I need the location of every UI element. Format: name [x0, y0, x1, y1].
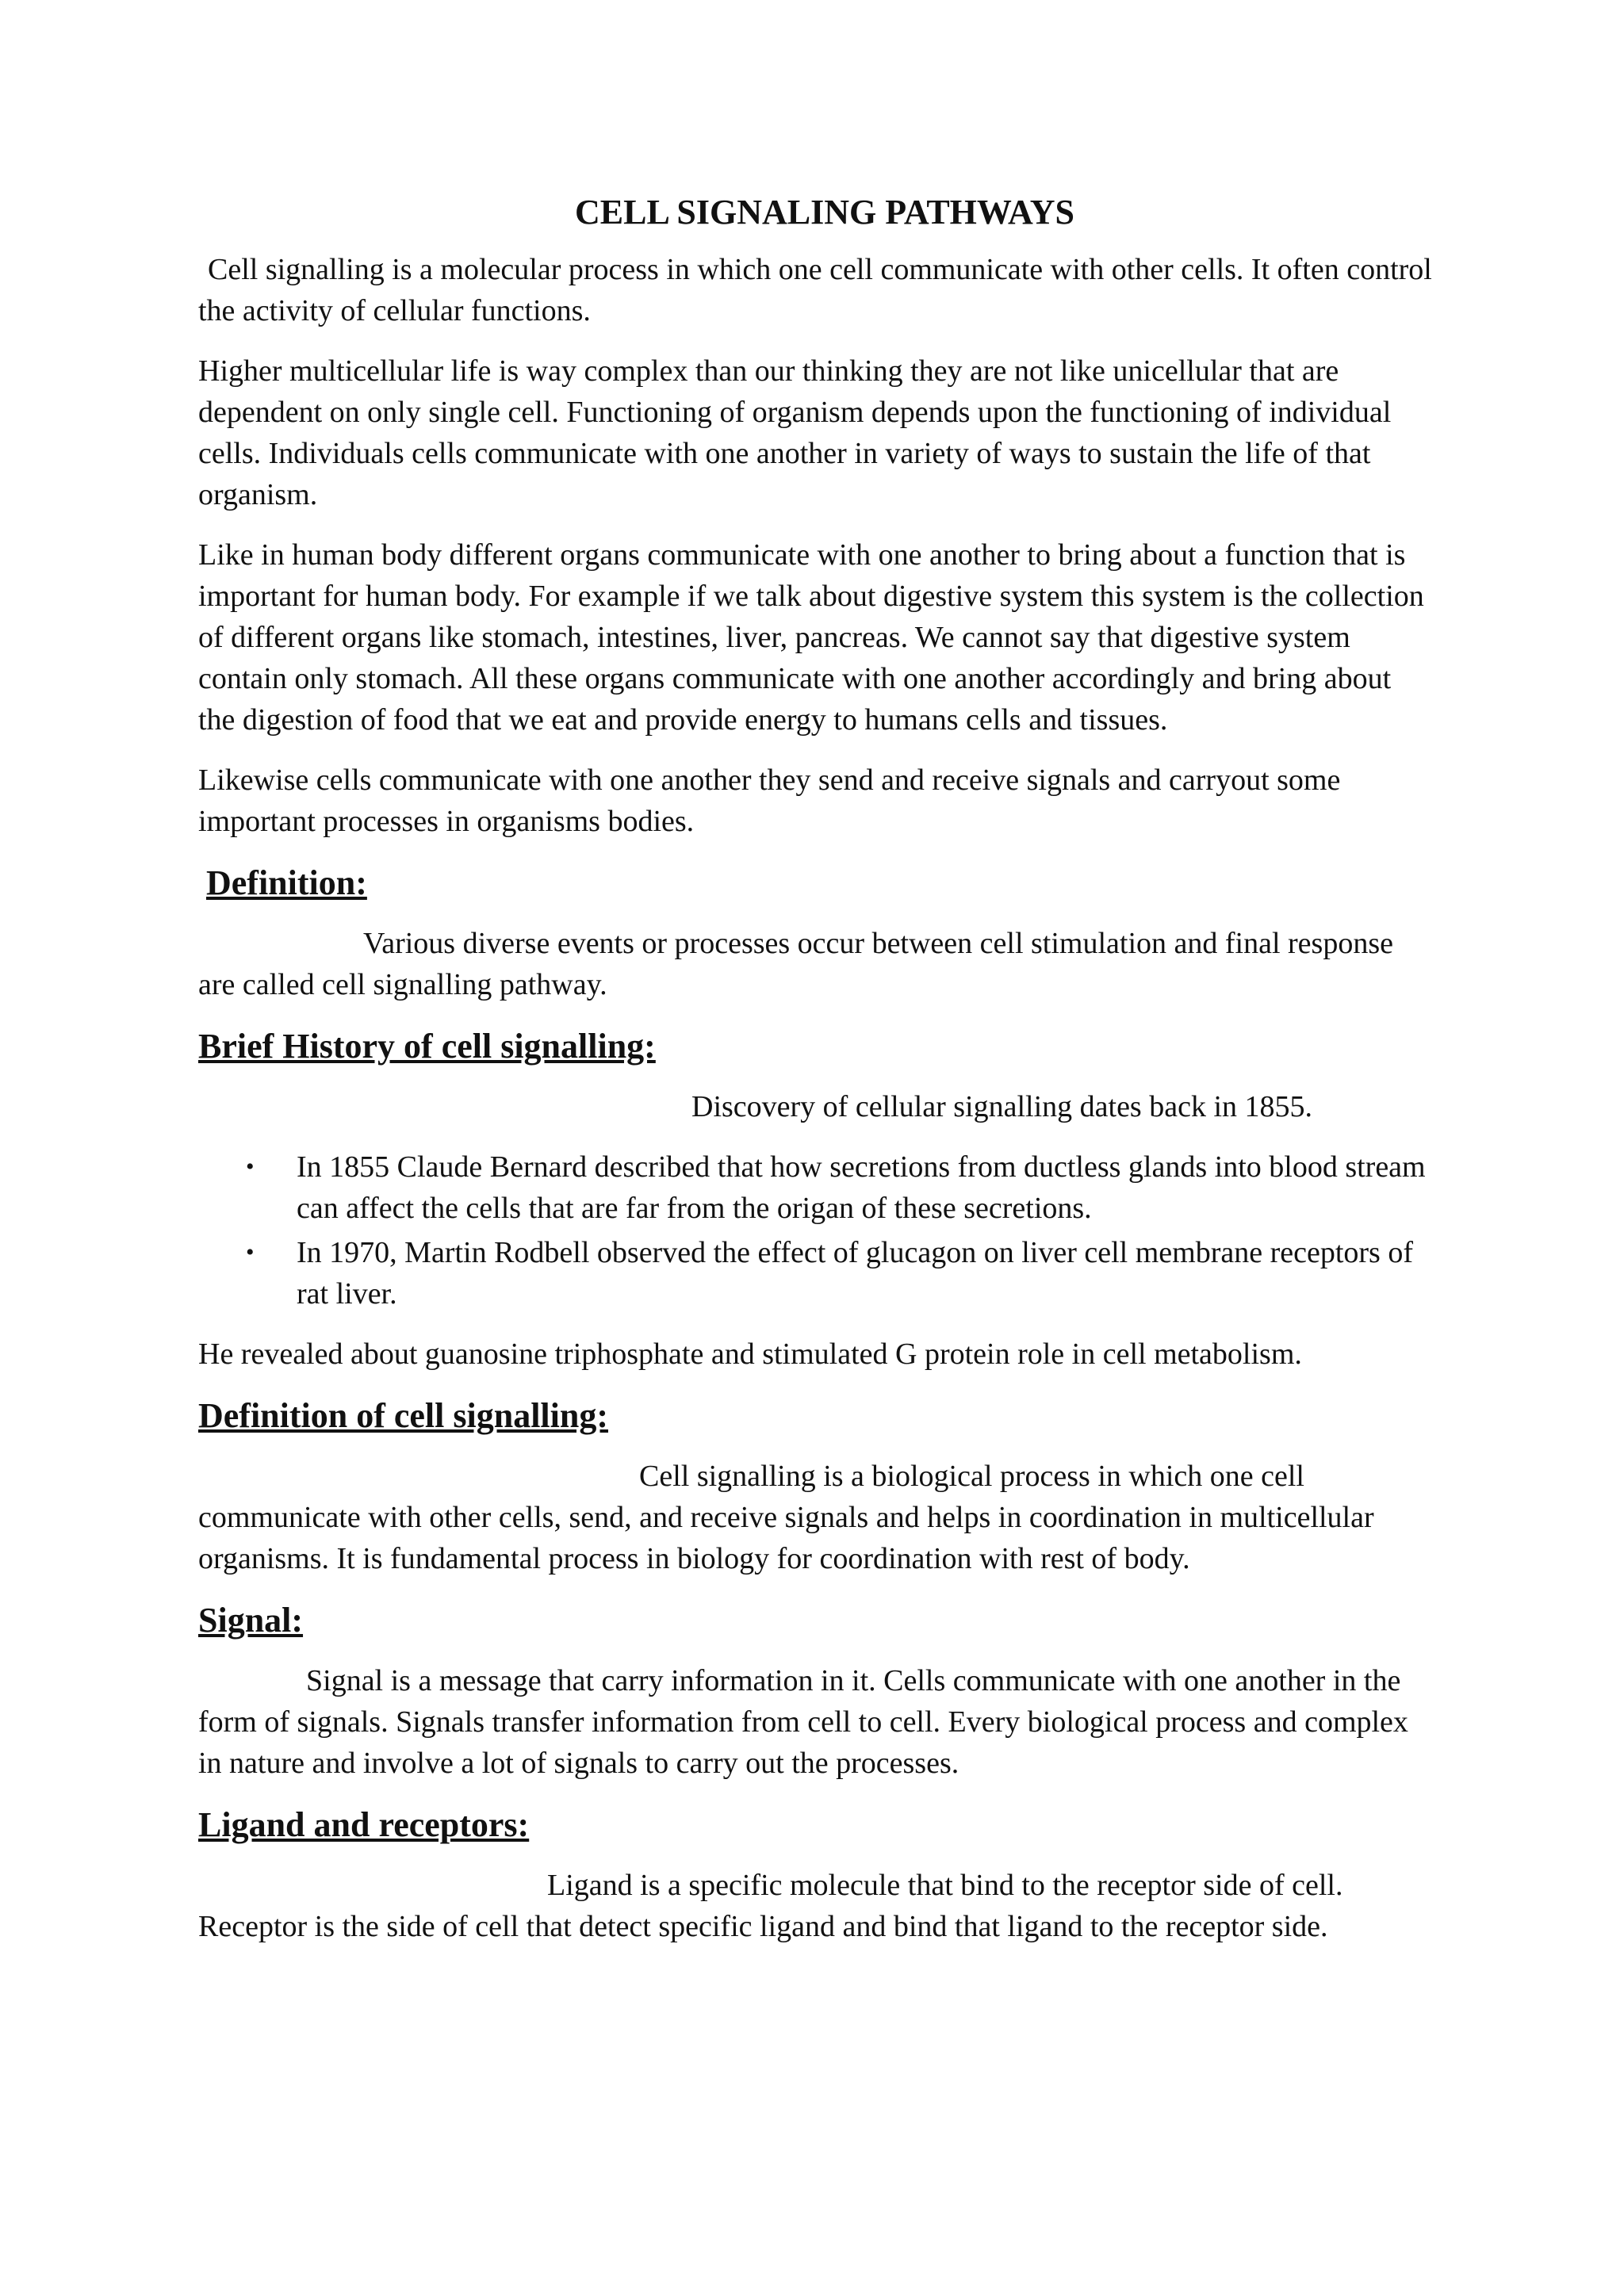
bullet-text: In 1970, Martin Rodbell observed the effect of glucagon on liver cell membrane receptors of rat liver.: [297, 1236, 1413, 1311]
bullet-icon: •: [246, 1239, 255, 1265]
history-intro: Discovery of cellular signalling dates back in 1855.: [691, 1090, 1313, 1123]
ligand-text: Ligand is a specific molecule that bind to the receptor side of cell. Receptor is the side of cell that detect specific ligand and bind that ligand to the receptor side.: [198, 1869, 1343, 1943]
history-bullet-list: [198, 1146, 1435, 1314]
multicellular-paragraph: Higher multicellular life is way complex than our thinking they are not like unicellular that are dependent on only single cell. Functioning of organism depends upon the functioning of individual cells. Individuals cells communicate with one another in variety of ways to sustain the life of that organism.: [198, 354, 1392, 511]
bullet-text: In 1855 Claude Bernard described that how secretions from ductless glands into blood stream can affect the cells that are far from the origan of these secretions.: [297, 1150, 1426, 1225]
history-after-text: He revealed about guanosine triphosphate and stimulated G protein role in cell metabolism.: [198, 1337, 1302, 1371]
cell-signalling-definition-text: Cell signalling is a biological process in which one cell communicate with other cells, send, and receive signals and helps in coordination in multicellular organisms. It is fundamental process in biology for coordination with rest of body.: [198, 1460, 1374, 1575]
intro-paragraph: Cell signalling is a molecular process in which one cell communicate with other cells. It often control the activity of cellular functions.: [198, 253, 1432, 327]
definition-heading: Definition:: [206, 863, 367, 902]
page-title: CELL SIGNALING PATHWAYS: [574, 193, 1075, 232]
list-item: [246, 1146, 1435, 1229]
signal-text: Signal is a message that carry information in it. Cells communicate with one another in the form of signals. Signals transfer information from cell to cell. Every biological process and complex in nature and involve a lot of signals to carry out the processes.: [198, 1664, 1408, 1780]
document-body: [198, 190, 1435, 1966]
signal-heading: Signal:: [198, 1601, 304, 1640]
cell-signalling-definition-heading: Definition of cell signalling:: [198, 1396, 608, 1435]
list-item: [246, 1232, 1435, 1314]
human-body-paragraph: Like in human body different organs communicate with one another to bring about a function that is important for human body. For example if we talk about digestive system this system is the collection of different organs like stomach, intestines, liver, pancreas. We cannot say that digestive system contain only stomach. All these organs communicate with one another accordingly and bring about the digestion of food that we eat and provide energy to humans cells and tissues.: [198, 538, 1424, 737]
cells-communicate-paragraph: Likewise cells communicate with one another they send and receive signals and carryout some important processes in organisms bodies.: [198, 763, 1341, 838]
history-heading: Brief History of cell signalling:: [198, 1027, 656, 1066]
bullet-icon: •: [246, 1154, 255, 1180]
definition-text: Various diverse events or processes occur between cell stimulation and final response are called cell signalling pathway.: [198, 927, 1393, 1001]
ligand-heading: Ligand and receptors:: [198, 1805, 530, 1844]
